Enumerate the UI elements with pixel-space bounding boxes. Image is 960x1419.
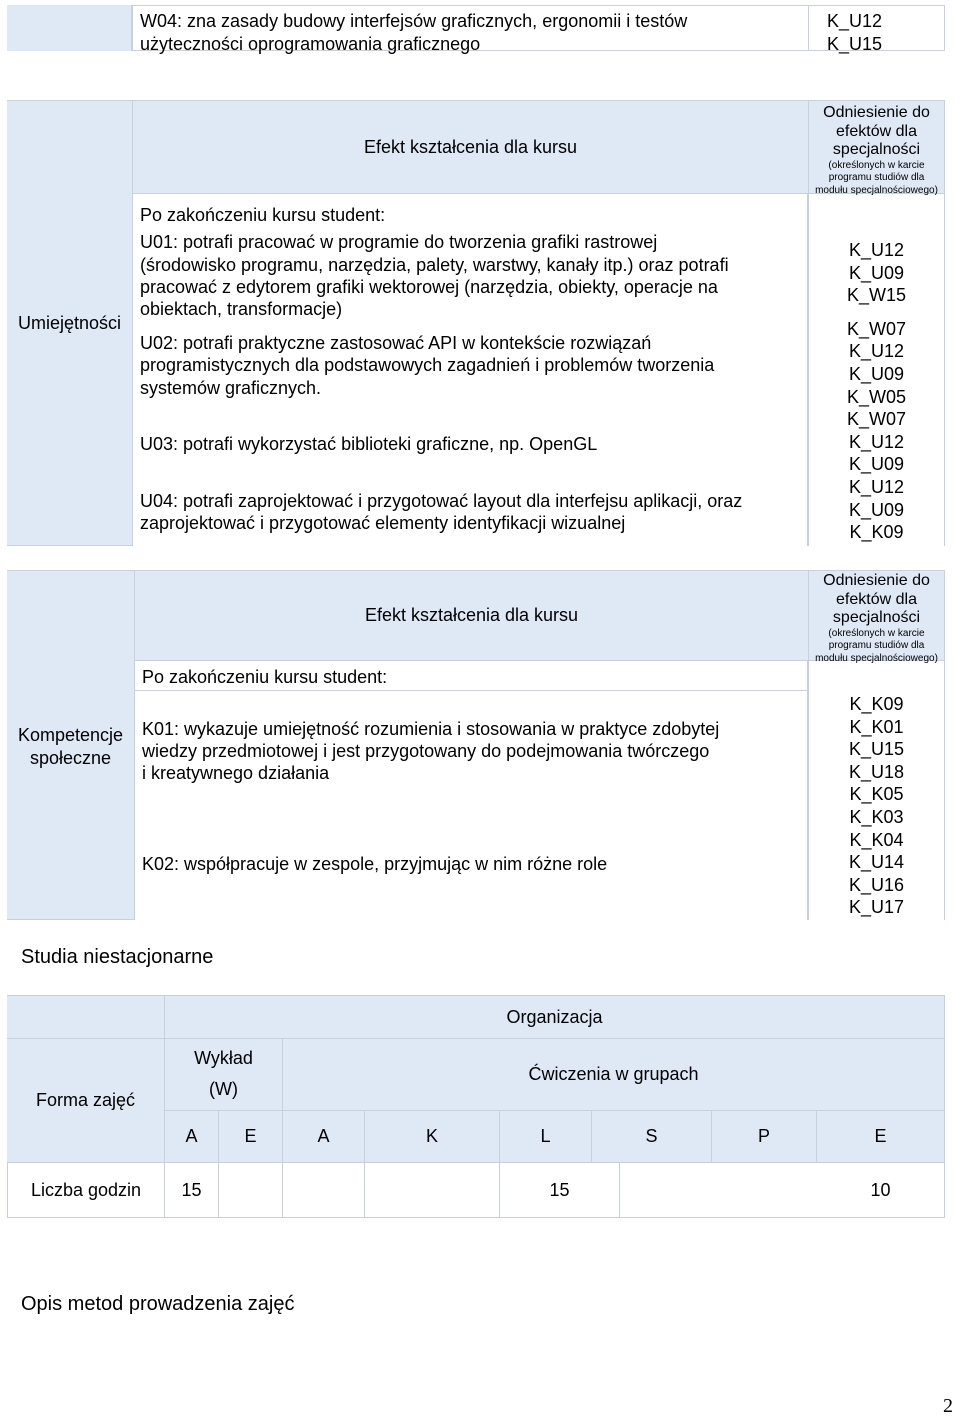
kompetencje-code: K_K04 <box>849 829 904 850</box>
umiejetnosci-code: K_U09 <box>848 499 905 520</box>
umiejetnosci-code: K_W07 <box>846 318 907 339</box>
org-liczba: Liczba godzin <box>7 1163 165 1218</box>
kompetencje-code: K_U15 <box>848 739 905 760</box>
kompetencje-code: K_U18 <box>848 761 905 782</box>
umiejetnosci-code: K_U09 <box>848 454 905 475</box>
umiejetnosci-code: K_W15 <box>846 285 907 306</box>
org-hours-e1 <box>219 1163 283 1218</box>
kompetencje-code: K_K01 <box>849 716 904 737</box>
org-hours-a2 <box>283 1163 365 1218</box>
umiejetnosci-code: K_K09 <box>849 522 904 543</box>
top-row-text-cell <box>132 5 808 54</box>
org-hours-p <box>712 1163 817 1218</box>
studia-heading: Studia niestacjonarne <box>21 946 214 968</box>
org-cwiczenia: Ćwiczenia w grupach <box>283 1039 945 1111</box>
kompetencje-ref-header: Odniesienie do efektów dla specjalności (określonych w karcie programu studiów dla modułu specjalnościowego) <box>808 570 945 661</box>
kompetencje-header: Efekt kształcenia dla kursu <box>135 570 808 661</box>
kompetencje-intro-cell <box>135 661 808 691</box>
k01-line1: K01: wykazuje umiejętność rozumienia i stosowania w praktyce zdobytej <box>142 719 720 739</box>
u03-line: U03: potrafi wykorzystać biblioteki graficzne, np. OpenGL <box>140 434 598 454</box>
top-row-text-line2: użyteczności oprogramowania graficznego <box>140 33 481 54</box>
top-row-left-tab <box>7 5 132 51</box>
org-hours-s <box>620 1163 712 1218</box>
umiejetnosci-code: K_W07 <box>846 409 907 430</box>
top-row-codes-cell <box>808 5 945 54</box>
page-number: 2 <box>943 1395 953 1417</box>
org-hours-l: 15 <box>500 1163 620 1218</box>
org-wyklad: Wykład (W) <box>165 1039 283 1111</box>
k01-line2: wiedzy przedmiotowej i jest przygotowany do podejmowania twórczego <box>142 741 710 761</box>
k02-line: K02: współpracuje w zespole, przyjmując w nim różne role <box>142 854 608 874</box>
umiejetnosci-code: K_U12 <box>848 476 905 497</box>
org-hours-e2: 10 <box>817 1163 945 1218</box>
u04-line2: zaprojektować i przygotować elementy identyfikacji wizualnej <box>140 513 626 533</box>
kompetencje-code: K_U16 <box>848 874 905 895</box>
kompetencje-effects-cell <box>135 691 808 920</box>
kompetencje-code: K_K05 <box>849 784 904 805</box>
k01-line3: i kreatywnego działania <box>142 763 330 783</box>
kompetencje-category: Kompetencje społeczne <box>7 570 135 920</box>
u01-line4: obiektach, transformacje) <box>140 299 343 319</box>
u01-line1: U01: potrafi pracować w programie do tworzenia grafiki rastrowej <box>140 232 658 252</box>
top-row-code1: K_U12 <box>827 11 883 31</box>
umiejetnosci-code: K_U12 <box>848 240 905 260</box>
top-row-text-line1: W04: zna zasady budowy interfejsów graficznych, ergonomii i testów <box>140 11 688 31</box>
umiejetnosci-code: K_U12 <box>848 431 905 452</box>
org-letter-a2: A <box>283 1111 365 1163</box>
top-row-code2: K_U15 <box>827 33 883 54</box>
umiejetnosci-header: Efekt kształcenia dla kursu <box>133 100 808 194</box>
umiejetnosci-code: K_W05 <box>846 386 907 407</box>
umiejetnosci-ref-header: Odniesienie do efektów dla specjalności (określonych w karcie programu studiów dla modułu specjalnościowego) <box>808 100 945 194</box>
umiejetnosci-intro: Po zakończeniu kursu student: <box>140 205 386 225</box>
org-hours-w: 15 <box>165 1163 219 1218</box>
org-forma: Forma zajęć <box>7 1039 165 1163</box>
opis-heading: Opis metod prowadzenia zajęć <box>21 1293 295 1315</box>
kompetencje-code: K_K09 <box>849 694 904 714</box>
u02-line1: U02: potrafi praktyczne zastosować API w kontekście rozwiązań <box>140 333 652 353</box>
kompetencje-intro: Po zakończeniu kursu student: <box>142 667 388 687</box>
u01-line2: (środowisko programu, narzędzia, palety, warstwy, kanały itp.) oraz potrafi <box>140 254 729 275</box>
umiejetnosci-effects-cell <box>133 194 808 546</box>
kompetencje-code: K_U17 <box>848 897 905 918</box>
org-letter-e2: E <box>817 1111 945 1163</box>
umiejetnosci-code: K_U09 <box>848 262 905 283</box>
u02-line2: programistycznych dla podstawowych zagadnień i problemów tworzenia <box>140 355 715 375</box>
org-title: Organizacja <box>165 995 945 1039</box>
umiejetnosci-code: K_U09 <box>848 363 905 384</box>
u04-line1: U04: potrafi zaprojektować i przygotować layout dla interfejsu aplikacji, oraz <box>140 491 743 511</box>
org-letter-l: L <box>500 1111 592 1163</box>
umiejetnosci-codes-cell <box>808 194 945 546</box>
u01-line3: pracować z edytorem grafiki wektorowej (narzędzia, obiekty, operacje na <box>140 276 718 297</box>
umiejetnosci-category: Umiejętności <box>7 100 133 546</box>
org-blank-topleft <box>7 995 165 1039</box>
kompetencje-code: K_K03 <box>849 806 904 827</box>
org-letter-p: P <box>712 1111 817 1163</box>
org-letter-k: K <box>365 1111 500 1163</box>
u02-line3: systemów graficznych. <box>140 378 322 398</box>
org-letter-e1: E <box>219 1111 283 1163</box>
org-letter-a1: A <box>165 1111 219 1163</box>
org-hours-k <box>365 1163 500 1218</box>
kompetencje-codes-cell <box>808 661 945 920</box>
kompetencje-code: K_U14 <box>848 852 905 873</box>
umiejetnosci-code: K_U12 <box>848 341 905 362</box>
org-letter-s: S <box>592 1111 712 1163</box>
